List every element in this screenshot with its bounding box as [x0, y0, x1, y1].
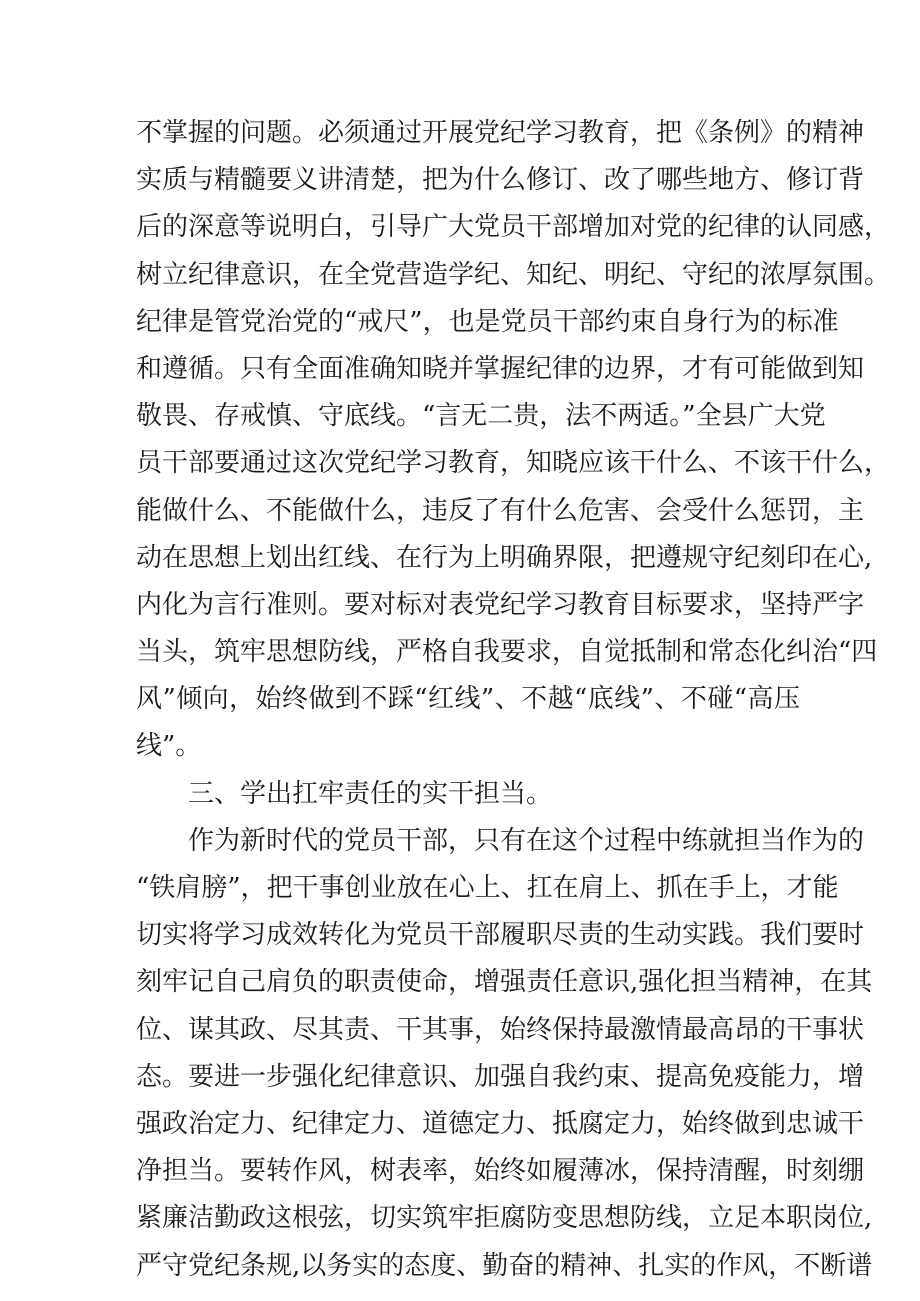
text-line: 刻牢记自己肩负的职责使命，增强责任意识,强化担当精神，在其: [136, 967, 873, 998]
text-line: 动在思想上划出红线、在行为上明确界限，把遵规守纪刻印在心,: [136, 542, 873, 573]
text-line: 紧廉洁勤政这根弦，切实筑牢拒腐防变思想防线，立足本职岗位,: [136, 1203, 873, 1234]
text-line: 态。要进一步强化纪律意识、加强自我约束、提高免疫能力，增: [136, 1061, 865, 1092]
text-line: 风”倾向，始终做到不踩“红线”、不越“底线”、不碰“高压: [136, 684, 800, 715]
text-line: 严守党纪条规,以务实的态度、勤奋的精神、扎实的作风，不断谱: [136, 1250, 873, 1281]
text-line: 位、谋其政、尽其责、干其事，始终保持最激情最高昂的干事状: [136, 1014, 865, 1045]
text-line: 能做什么、不能做什么，违反了有什么危害、会受什么惩罚，主: [136, 495, 865, 526]
text-line: 敬畏、存戒慎、守底线。“言无二贵，法不两适。”全县广大党: [136, 401, 826, 432]
text-line: 切实将学习成效转化为党员干部履职尽责的生动实践。我们要时: [136, 920, 865, 951]
text-line: 线”。: [136, 731, 202, 762]
text-line: 当头，筑牢思想防线，严格自我要求，自觉抵制和常态化纠治“四: [136, 637, 878, 668]
text-line: 不掌握的问题。必须通过开展党纪学习教育，把《条例》的精神: [136, 118, 865, 148]
text-line: 树立纪律意识，在全党营造学纪、知纪、明纪、守纪的浓厚氛围。: [136, 259, 891, 290]
text-line: “铁肩膀”，把干事创业放在心上、扛在肩上、抓在手上，才能: [136, 873, 839, 903]
body-text: [136, 110, 891, 1290]
text-line: 实质与精髓要义讲清楚，把为什么修订、改了哪些地方、修订背: [136, 165, 865, 196]
text-line: 内化为言行准则。要对标对表党纪学习教育目标要求，坚持严字: [136, 589, 865, 620]
text-line: 和遵循。只有全面准确知晓并掌握纪律的边界，才有可能做到知: [136, 353, 865, 384]
text-line: 净担当。要转作风，树表率，始终如履薄冰，保持清醒，时刻绷: [136, 1156, 865, 1187]
paragraph-first-line: 作为新时代的党员干部，只有在这个过程中练就担当作为的: [188, 825, 865, 856]
text-line: 后的深意等说明白，引导广大党员干部增加对党的纪律的认同感，: [136, 212, 891, 243]
text-line: 员干部要通过这次党纪学习教育，知晓应该干什么、不该干什么，: [136, 448, 891, 479]
text-line: 纪律是管党治党的“戒尺”，也是党员干部约束自身行为的标准: [136, 306, 839, 337]
section-heading: 三、学出扛牢责任的实干担当。: [188, 778, 553, 809]
text-line: 强政治定力、纪律定力、道德定力、抵腐定力，始终做到忠诚干: [136, 1108, 865, 1139]
